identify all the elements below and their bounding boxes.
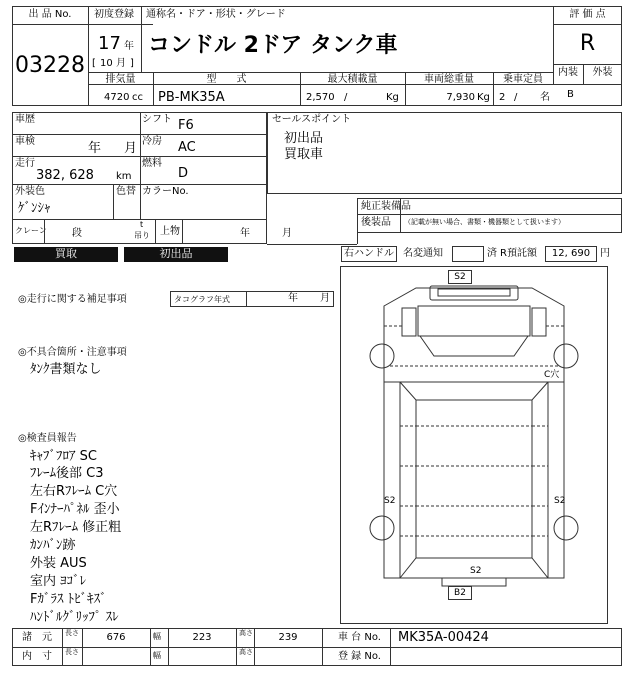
max-load-value: 2,570 bbox=[306, 92, 335, 103]
aftermarket-label: 後装品 bbox=[361, 217, 391, 228]
displacement-value: 4720 bbox=[104, 92, 130, 103]
fuel-label: 燃料 bbox=[142, 158, 162, 169]
registration-year-unit: 年 bbox=[124, 41, 134, 52]
color-label: 外装色 bbox=[15, 186, 45, 197]
gvw-label: 車両総重量 bbox=[424, 74, 474, 85]
right-damage-mark: S2 bbox=[554, 496, 566, 506]
capacity-unit: 名 bbox=[540, 92, 550, 103]
registration-month: 10 bbox=[100, 58, 113, 69]
registration-no-label: 登 録 No. bbox=[338, 651, 381, 662]
capacity-label: 乗車定員 bbox=[503, 74, 543, 85]
sales-point-label: セールスポイント bbox=[272, 114, 352, 125]
color-no-label: カラーNo. bbox=[142, 186, 189, 197]
inspector-item: 外装 AUS bbox=[30, 556, 87, 571]
inspector-item: 左Rﾌﾚｰﾑ 修正粗 bbox=[30, 520, 122, 535]
inspector-item: ｶﾝﾊﾞﾝ跡 bbox=[30, 538, 76, 553]
crane-label: クレーン bbox=[15, 226, 47, 235]
name-change-box bbox=[452, 246, 484, 262]
capacity-value: 2 bbox=[499, 92, 506, 103]
front-damage-mark: S2 bbox=[454, 272, 466, 282]
rear-damage-mark: S2 bbox=[470, 566, 482, 576]
inspector-item: ﾊﾝﾄﾞﾙｸﾞﾘｯﾌﾟ ｽﾚ bbox=[30, 610, 119, 625]
interior-label: 内装 bbox=[558, 67, 578, 78]
interior-grade: B bbox=[567, 89, 574, 100]
name-change-label: 名変通知 bbox=[403, 248, 443, 259]
loading-label: 上物 bbox=[160, 226, 180, 237]
lot-no-label: 出 品 No. bbox=[28, 9, 72, 20]
supplement-heading: ◎走行に関する補足事項 bbox=[18, 294, 127, 305]
inspector-heading: ◎検査員報告 bbox=[18, 433, 77, 444]
car-name: コンドル 2ドア タンク車 bbox=[148, 33, 398, 58]
first-listing-badge: 初出品 bbox=[124, 247, 228, 262]
ac-label: 冷房 bbox=[142, 136, 162, 147]
history-label: 車歴 bbox=[15, 114, 35, 125]
fuel-value: D bbox=[178, 166, 189, 181]
shift-value: F6 bbox=[178, 118, 194, 133]
bumper-damage-mark: B2 bbox=[454, 588, 466, 598]
gvw-value: 7,930 bbox=[446, 92, 475, 103]
recycle-unit: 円 bbox=[600, 248, 610, 259]
color-change-label: 色替 bbox=[116, 186, 136, 197]
purchase-badge: 買取 bbox=[14, 247, 118, 262]
c-hole-mark: C穴 bbox=[544, 370, 560, 380]
max-load-unit: Kg bbox=[386, 92, 399, 103]
length-value: 676 bbox=[106, 632, 126, 643]
inspector-item: 左右Rﾌﾚｰﾑ C穴 bbox=[30, 484, 118, 499]
model-label: 型 式 bbox=[206, 74, 247, 85]
mileage-unit: km bbox=[116, 171, 132, 182]
dims-label: 諸 元 bbox=[22, 632, 52, 643]
inspector-item: ｷｬﾌﾞﾌﾛｱ SC bbox=[30, 449, 97, 464]
recycle-label: R預託額 bbox=[500, 248, 537, 259]
inner-dims-label: 内 寸 bbox=[22, 651, 52, 662]
chassis-number: MK35A-00424 bbox=[398, 630, 489, 645]
displacement-unit: cc bbox=[132, 92, 143, 103]
registration-year: 17 bbox=[98, 33, 121, 54]
displacement-label: 排気量 bbox=[105, 74, 136, 85]
height-value: 239 bbox=[278, 632, 298, 643]
gvw-unit: Kg bbox=[477, 92, 490, 103]
inspector-item: Fｲﾝﾅｰﾊﾟﾈﾙ 歪小 bbox=[30, 502, 120, 517]
tachograph-label: タコグラフ年式 bbox=[174, 295, 230, 304]
model-value: PB-MK35A bbox=[158, 90, 225, 105]
chassis-label: 車 台 No. bbox=[338, 632, 381, 643]
exterior-label: 外装 bbox=[592, 67, 613, 78]
inspector-item: 室内 ﾖｺﾞﾚ bbox=[30, 574, 87, 589]
aftermarket-note: （記載が無い場合、書類・機器類として扱います） bbox=[404, 218, 565, 226]
width-value: 223 bbox=[192, 632, 212, 643]
sales-point-2: 買取車 bbox=[284, 147, 324, 162]
grade-label: 評 価 点 bbox=[569, 9, 606, 20]
max-load-label: 最大積載量 bbox=[327, 74, 378, 85]
shift-label: シフト bbox=[142, 114, 172, 125]
sales-point-1: 初出品 bbox=[284, 131, 324, 146]
right-handle-label: 右ハンドル bbox=[344, 248, 394, 259]
left-damage-mark: S2 bbox=[384, 496, 396, 506]
first-registration-label: 初度登録 bbox=[94, 9, 134, 20]
defect-1: ﾀﾝｸ書類なし bbox=[30, 362, 102, 377]
inspector-item: ﾌﾚｰﾑ後部 C3 bbox=[30, 466, 104, 481]
mileage-label: 走行 bbox=[15, 158, 35, 169]
recycle-amount: 12, 690 bbox=[551, 248, 591, 259]
equipment-label: 純正装備品 bbox=[361, 201, 411, 212]
lot-number: 03228 bbox=[15, 53, 85, 78]
mileage-value: 382, 628 bbox=[36, 168, 94, 183]
inspection-label: 車検 bbox=[15, 136, 35, 147]
ac-value: AC bbox=[178, 140, 196, 155]
defect-heading: ◎不具合箇所・注意事項 bbox=[18, 347, 127, 358]
car-name-label: 通称名・ドア・形状・グレード bbox=[146, 9, 286, 20]
registration-month-unit: 月 bbox=[116, 58, 126, 69]
overall-grade: R bbox=[579, 31, 596, 56]
inspector-item: Fｶﾞﾗｽ ﾄﾋﾞｷｽﾞ bbox=[30, 592, 107, 607]
color-value: ｹﾞﾝｼｬ bbox=[18, 201, 51, 216]
